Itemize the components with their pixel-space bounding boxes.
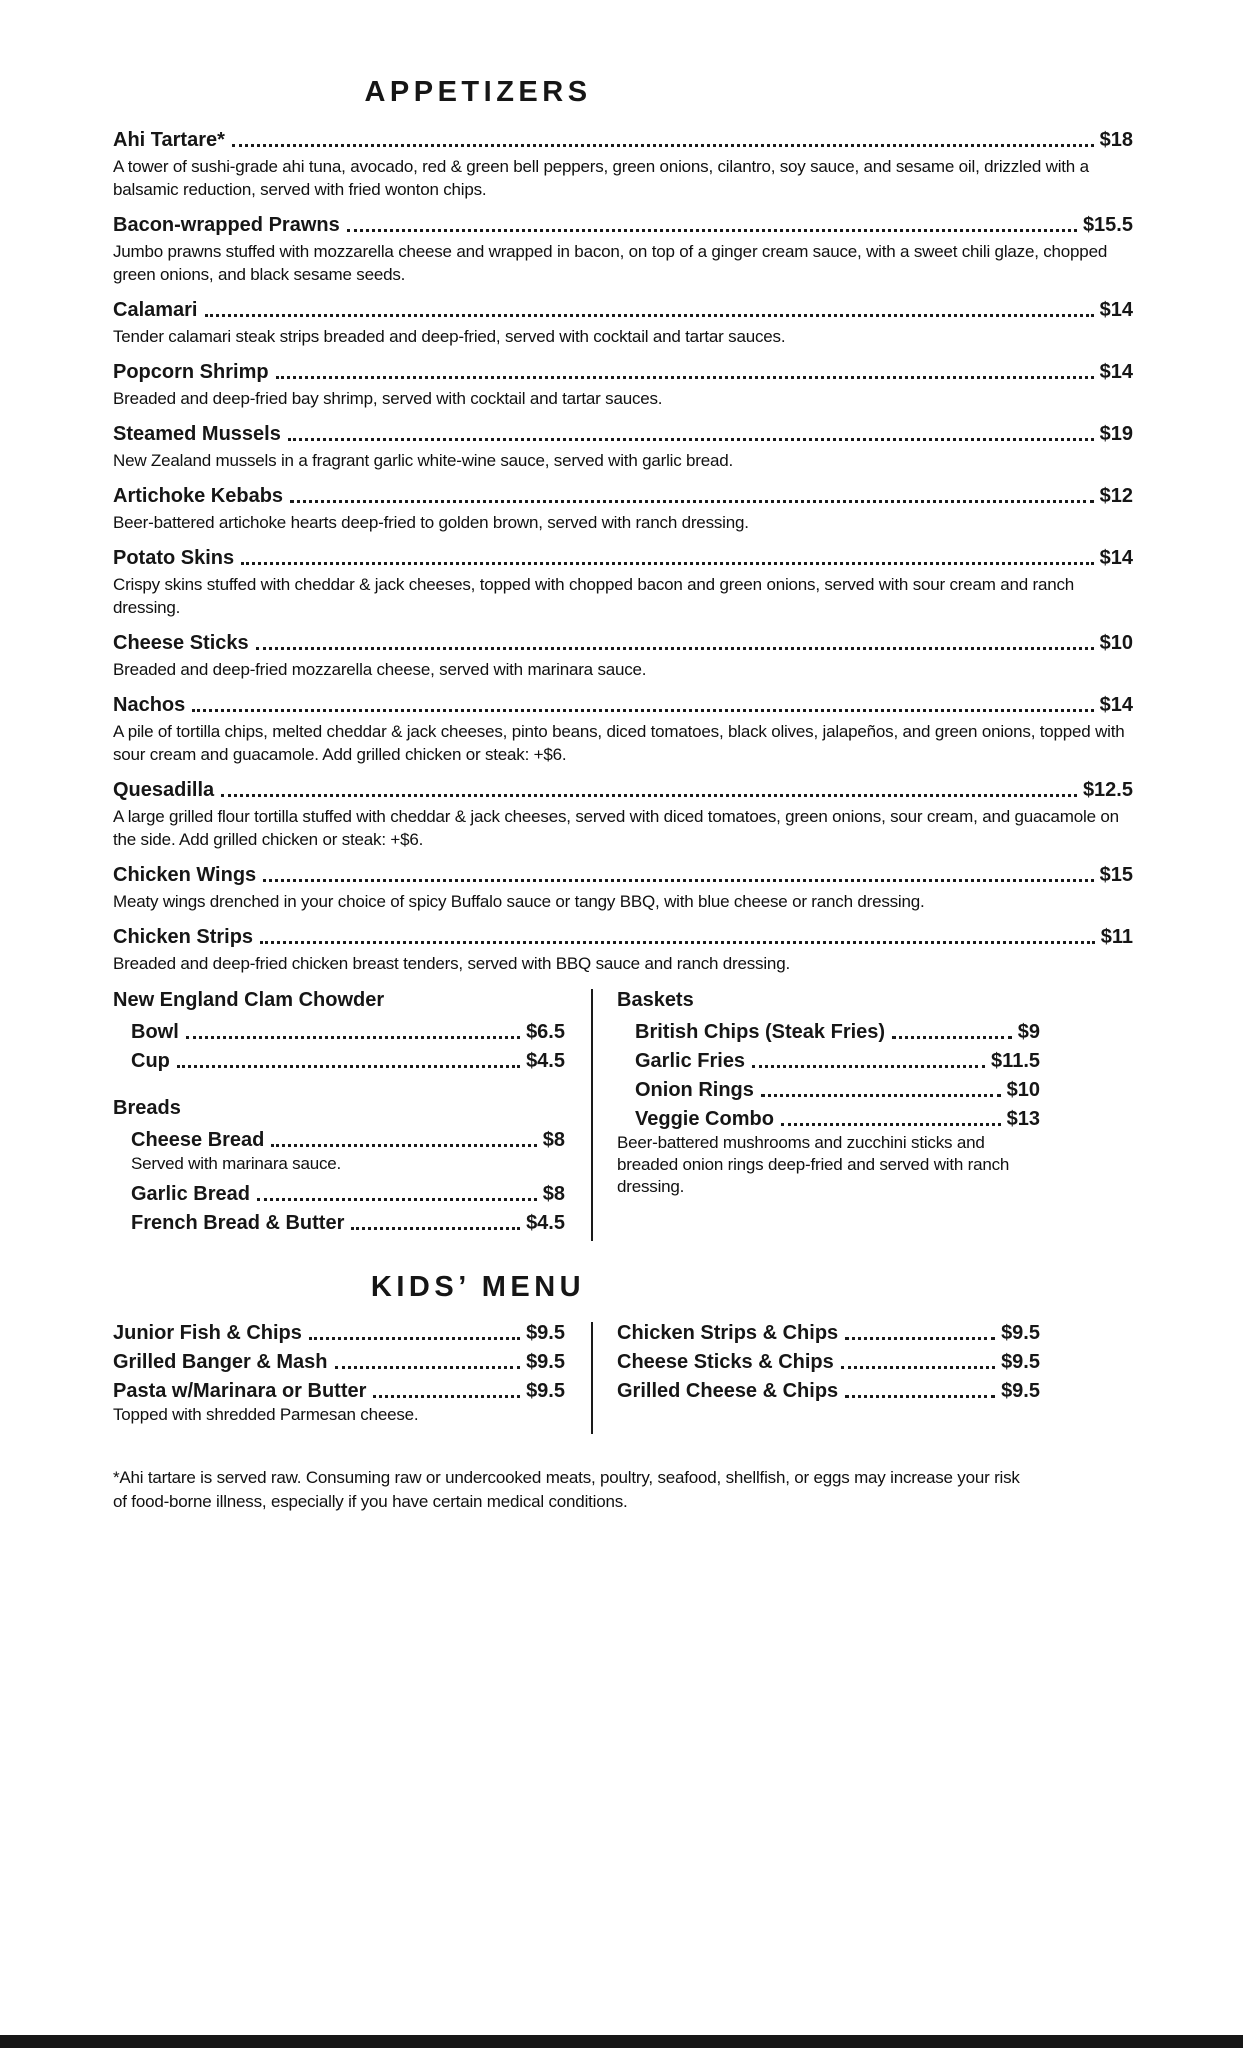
item-description: Jumbo prawns stuffed with mozzarella cheese and wrapped in bacon, on top of a ginger cream sauce, with a sweet chili glaze, chopped green onions, and black sesame seeds. — [113, 242, 1108, 284]
item-line — [113, 214, 1133, 237]
item-line — [113, 694, 1133, 717]
item-name: Junior Fish & Chips — [113, 1322, 302, 1344]
item-price: $19 — [1099, 423, 1133, 445]
item-line — [617, 1322, 1040, 1345]
dot-leader — [241, 562, 1093, 565]
kids-left-column — [113, 1322, 565, 1434]
item-name: Potato Skins — [113, 547, 235, 569]
dot-leader — [290, 500, 1094, 503]
kids-right-column — [617, 1322, 1040, 1434]
item-name: Steamed Mussels — [113, 423, 281, 445]
item-name: British Chips (Steak Fries) — [635, 1021, 886, 1043]
dot-leader — [263, 879, 1093, 882]
menu-item — [113, 694, 1133, 766]
item-price: $11.5 — [991, 1050, 1040, 1072]
menu-item — [113, 129, 1133, 201]
item-name: Grilled Banger & Mash — [113, 1351, 328, 1373]
item-price: $15.5 — [1082, 214, 1133, 236]
item-description: New Zealand mussels in a fragrant garlic white-wine sauce, served with garlic bread. — [113, 451, 734, 470]
item-name: Grilled Cheese & Chips — [617, 1380, 839, 1402]
item-price: $9.5 — [526, 1351, 565, 1373]
dot-leader — [892, 1036, 1012, 1039]
item-price: $14 — [1099, 361, 1133, 383]
menu-page — [113, 0, 1133, 1514]
menu-item — [113, 1351, 565, 1374]
menu-item — [113, 1021, 565, 1044]
item-price: $10 — [1006, 1079, 1040, 1101]
item-description: Breaded and deep-fried mozzarella cheese, served with marinara sauce. — [113, 660, 647, 679]
item-line — [113, 1050, 565, 1073]
dot-leader — [257, 1198, 537, 1201]
dot-leader — [781, 1123, 1001, 1126]
item-description: A pile of tortilla chips, melted cheddar & jack cheeses, pinto beans, diced tomatoes, black olives, jalapeños, and green onions, topped with sour cream and guacamole. Add grilled chicken or steak: +$6. — [113, 722, 1125, 764]
item-price: $14 — [1099, 694, 1133, 716]
item-name: Chicken Wings — [113, 864, 257, 886]
item-description: Meaty wings drenched in your choice of spicy Buffalo sauce or tangy BBQ, with blue cheese or ranch dressing. — [113, 892, 925, 911]
column-divider — [591, 1322, 593, 1434]
item-line — [113, 1380, 565, 1403]
item-line — [113, 1322, 565, 1345]
item-price: $15 — [1099, 864, 1133, 886]
item-description: Beer-battered artichoke hearts deep-fried to golden brown, served with ranch dressing. — [113, 513, 749, 532]
item-line — [113, 361, 1133, 384]
menu-item — [113, 214, 1133, 286]
dot-leader — [347, 229, 1077, 232]
item-name: Artichoke Kebabs — [113, 485, 284, 507]
menu-item — [617, 1380, 1040, 1403]
item-line — [113, 423, 1133, 446]
item-description: Beer-battered mushrooms and zucchini sticks and breaded onion rings deep-fried and served with ranch dressing. — [617, 1133, 1010, 1196]
menu-item — [113, 926, 1133, 975]
item-price: $14 — [1099, 547, 1133, 569]
dot-leader — [186, 1036, 520, 1039]
item-name: Chicken Strips — [113, 926, 254, 948]
section-title-chowder: New England Clam Chowder — [113, 989, 385, 1011]
item-price: $9 — [1017, 1021, 1040, 1043]
sides-section — [113, 989, 1133, 1241]
menu-item — [113, 779, 1133, 851]
dot-leader — [845, 1337, 995, 1340]
item-description: Topped with shredded Parmesan cheese. — [113, 1405, 419, 1424]
item-description: Breaded and deep-fried chicken breast tenders, served with BBQ sauce and ranch dressing. — [113, 954, 790, 973]
dot-leader — [260, 941, 1095, 944]
item-line — [617, 1079, 1040, 1102]
item-price: $13 — [1006, 1108, 1040, 1130]
item-line — [617, 1351, 1040, 1374]
item-line — [113, 1183, 565, 1206]
menu-item — [617, 1079, 1040, 1102]
item-line — [113, 926, 1133, 949]
item-name: Onion Rings — [635, 1079, 754, 1101]
menu-item — [113, 1129, 565, 1175]
column-divider — [591, 989, 593, 1241]
menu-item — [113, 632, 1133, 681]
item-name: Bowl — [131, 1021, 179, 1043]
item-name: Cheese Bread — [131, 1129, 265, 1151]
menu-item — [113, 547, 1133, 619]
dot-leader — [205, 314, 1094, 317]
dot-leader — [845, 1395, 995, 1398]
menu-item — [617, 1021, 1040, 1044]
dot-leader — [192, 709, 1093, 712]
item-description: Served with marinara sauce. — [131, 1154, 342, 1173]
item-name: Chicken Strips & Chips — [617, 1322, 839, 1344]
item-name: Cheese Sticks & Chips — [617, 1351, 834, 1373]
item-name: Ahi Tartare* — [113, 129, 225, 151]
dot-leader — [221, 794, 1077, 797]
dot-leader — [232, 144, 1094, 147]
dot-leader — [177, 1065, 520, 1068]
menu-item — [113, 864, 1133, 913]
item-price: $18 — [1099, 129, 1133, 151]
item-description: Breaded and deep-fried bay shrimp, served with cocktail and tartar sauces. — [113, 389, 663, 408]
item-name: Quesadilla — [113, 779, 215, 801]
item-line — [113, 779, 1133, 802]
item-price: $9.5 — [1001, 1322, 1040, 1344]
dot-leader — [309, 1337, 520, 1340]
item-name: Bacon-wrapped Prawns — [113, 214, 340, 236]
menu-item — [113, 299, 1133, 348]
sides-right-column — [617, 989, 1040, 1241]
dot-leader — [276, 376, 1094, 379]
item-name: Nachos — [113, 694, 186, 716]
item-price: $6.5 — [526, 1021, 565, 1043]
dot-leader — [841, 1366, 995, 1369]
item-price: $12.5 — [1082, 779, 1133, 801]
item-name: French Bread & Butter — [131, 1212, 345, 1234]
kids-menu-title: KIDS’ MENU — [370, 1271, 586, 1303]
spacer — [113, 1079, 565, 1097]
bottom-bar — [0, 2035, 1243, 2048]
dot-leader — [761, 1094, 1001, 1097]
item-line — [113, 547, 1133, 570]
dot-leader — [351, 1227, 520, 1230]
item-price: $8 — [542, 1129, 565, 1151]
menu-item — [113, 1212, 565, 1235]
item-line — [113, 632, 1133, 655]
item-line — [617, 1108, 1040, 1131]
item-line — [113, 1129, 565, 1152]
item-price: $8 — [542, 1183, 565, 1205]
dot-leader — [288, 438, 1094, 441]
item-name: Cup — [131, 1050, 170, 1072]
item-price: $4.5 — [526, 1050, 565, 1072]
item-description: Crispy skins stuffed with cheddar & jack cheeses, topped with chopped bacon and green onions, served with sour cream and ranch dressing. — [113, 575, 1075, 617]
item-line — [113, 1351, 565, 1374]
menu-item — [617, 1050, 1040, 1073]
item-price: $12 — [1099, 485, 1133, 507]
item-name: Garlic Bread — [131, 1183, 250, 1205]
appetizers-title: APPETIZERS — [364, 76, 592, 108]
item-line — [113, 485, 1133, 508]
item-price: $14 — [1099, 299, 1133, 321]
item-description: A large grilled flour tortilla stuffed with cheddar & jack cheeses, served with diced tomatoes, green onions, sour cream, and guacamole on the side. Add grilled chicken or steak: +$6. — [113, 807, 1119, 849]
section-title-breads: Breads — [113, 1097, 181, 1119]
item-name: Calamari — [113, 299, 198, 321]
menu-item — [113, 1050, 565, 1073]
item-name: Popcorn Shrimp — [113, 361, 269, 383]
item-name: Pasta w/Marinara or Butter — [113, 1380, 367, 1402]
dot-leader — [752, 1065, 985, 1068]
menu-item — [113, 423, 1133, 472]
item-description: Tender calamari steak strips breaded and deep-fried, served with cocktail and tartar sauces. — [113, 327, 786, 346]
item-price: $9.5 — [526, 1322, 565, 1344]
item-line — [617, 1021, 1040, 1044]
item-price: $10 — [1099, 632, 1133, 654]
menu-item — [113, 1322, 565, 1345]
item-line — [617, 1380, 1040, 1403]
item-line — [113, 864, 1133, 887]
item-price: $9.5 — [1001, 1380, 1040, 1402]
menu-item — [113, 1380, 565, 1426]
menu-item — [617, 1108, 1040, 1198]
item-price: $11 — [1100, 926, 1133, 948]
item-line — [113, 1212, 565, 1235]
item-line — [617, 1050, 1040, 1073]
item-price: $4.5 — [526, 1212, 565, 1234]
item-line — [113, 299, 1133, 322]
menu-item — [113, 485, 1133, 534]
section-title-baskets: Baskets — [617, 989, 694, 1011]
dot-leader — [373, 1395, 520, 1398]
dot-leader — [335, 1366, 521, 1369]
raw-food-disclaimer: *Ahi tartare is served raw. Consuming raw or undercooked meats, poultry, seafood, shellfish, or eggs may increase your risk of food-borne illness, especially if you have certain medical conditions. — [113, 1468, 1020, 1511]
menu-item — [617, 1351, 1040, 1374]
dot-leader — [271, 1144, 536, 1147]
menu-item — [617, 1322, 1040, 1345]
item-line — [113, 129, 1133, 152]
item-name: Veggie Combo — [635, 1108, 774, 1130]
kids-section — [113, 1322, 1133, 1434]
item-description: A tower of sushi-grade ahi tuna, avocado, red & green bell peppers, green onions, cilantro, soy sauce, and sesame oil, drizzled with a balsamic reduction, served with fried wonton chips. — [113, 157, 1089, 199]
menu-item — [113, 1183, 565, 1206]
sides-left-column — [113, 989, 565, 1241]
item-name: Garlic Fries — [635, 1050, 746, 1072]
menu-item — [113, 361, 1133, 410]
item-price: $9.5 — [526, 1380, 565, 1402]
item-line — [113, 1021, 565, 1044]
dot-leader — [256, 647, 1094, 650]
item-name: Cheese Sticks — [113, 632, 249, 654]
item-price: $9.5 — [1001, 1351, 1040, 1373]
